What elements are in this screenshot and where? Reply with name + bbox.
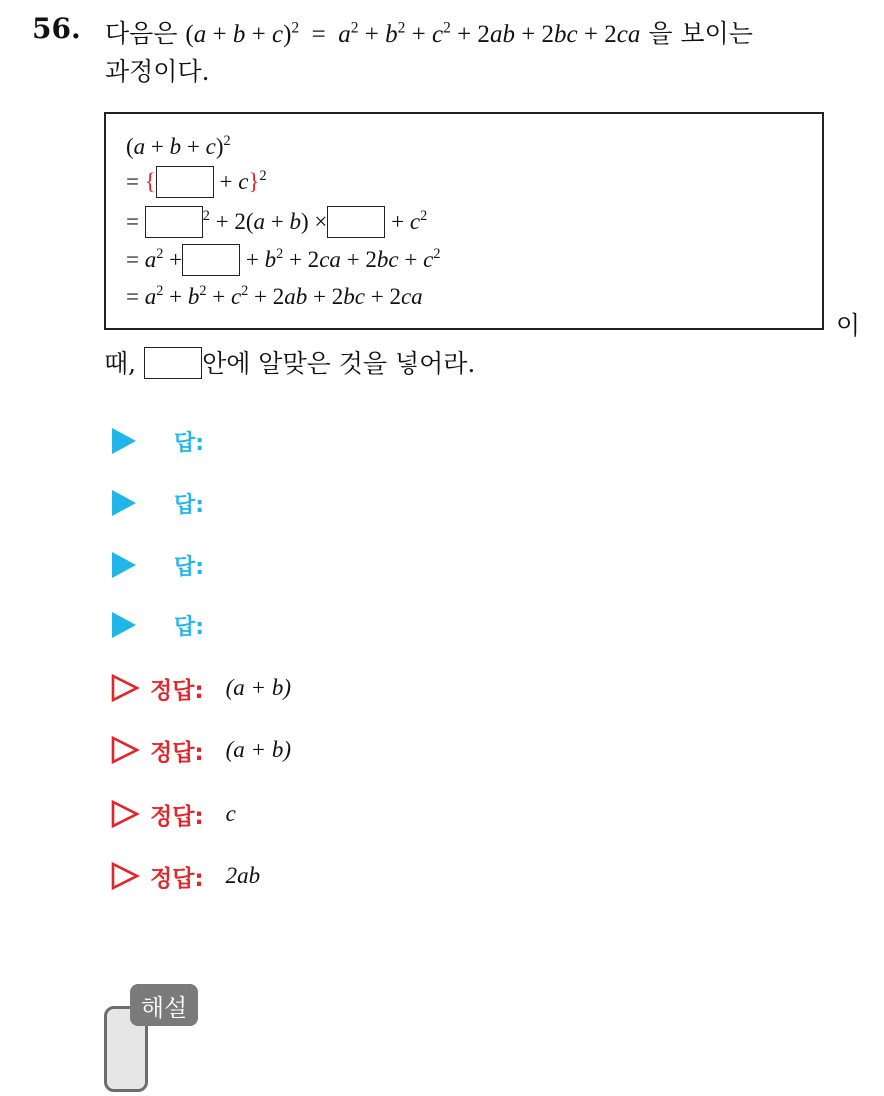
question-line-2: 과정이다. [105, 57, 210, 86]
correct-answer-value: 2ab [225, 863, 261, 888]
identity-formula: $(a + b + c)^2 = a^2 + b^2 + c^2 + 2ab + 2bc + 2ca$ [185, 19, 641, 48]
answer-label: 답: [174, 430, 205, 456]
question-line-1 [105, 14, 753, 50]
step-4: = $a^2$ + + $b^2 + 2ca + 2bc + c^2$ [126, 244, 440, 276]
triangle-right-icon [112, 552, 136, 578]
triangle-outline-icon [110, 861, 140, 891]
question-suffix: 을 보이는 [640, 19, 753, 48]
box-trailing-text: 이 [836, 311, 861, 340]
correct-label: 정답: [150, 677, 204, 704]
step-5: = $a^2 + b^2 + c^2 + 2ab + 2bc + 2ca$ [126, 283, 423, 309]
triangle-outline-icon [110, 673, 140, 703]
correct-answer-value: c [225, 801, 236, 826]
blank-3[interactable] [327, 206, 385, 238]
instruction-prefix: 때, [104, 349, 137, 378]
correct-answer-row [110, 858, 260, 894]
answer-label: 답: [174, 614, 205, 640]
triangle-outline-icon [110, 799, 140, 829]
blank-4[interactable] [182, 244, 240, 276]
question-number: 56. [32, 12, 81, 45]
answer-row[interactable] [112, 424, 204, 458]
answer-row[interactable] [112, 486, 204, 520]
correct-answer-row [110, 670, 291, 706]
correct-answer-value: (a + b) [225, 737, 291, 762]
derivation-box [104, 112, 824, 330]
triangle-right-icon [112, 428, 136, 454]
correct-answer-row [110, 732, 291, 768]
instruction-suffix: 안에 알맞은 것을 넣어라. [202, 349, 476, 378]
answer-row[interactable] [112, 548, 204, 582]
instruction-line [104, 344, 475, 380]
answer-label: 답: [174, 492, 205, 518]
answer-label: 답: [174, 554, 205, 580]
blank-example [144, 347, 202, 379]
step-1: $(a + b + c)^2$ [126, 133, 231, 159]
triangle-outline-icon [110, 735, 140, 765]
question-prefix: 다음은 [105, 19, 186, 48]
correct-answer-row [110, 796, 236, 832]
blank-2[interactable] [145, 206, 203, 238]
correct-answer-value: (a + b) [225, 675, 291, 700]
triangle-right-icon [112, 612, 136, 638]
triangle-right-icon [112, 490, 136, 516]
correct-label: 정답: [150, 865, 204, 892]
correct-label: 정답: [150, 739, 204, 766]
step-3: = $^2$ + 2(a + b) × + $c^2$ [126, 206, 427, 238]
correct-label: 정답: [150, 803, 204, 830]
blank-1[interactable] [156, 166, 214, 198]
explanation-tab[interactable]: 해설 [130, 984, 198, 1026]
step-2: = { + c}$^2$ [126, 166, 267, 198]
answer-row[interactable] [112, 608, 204, 642]
